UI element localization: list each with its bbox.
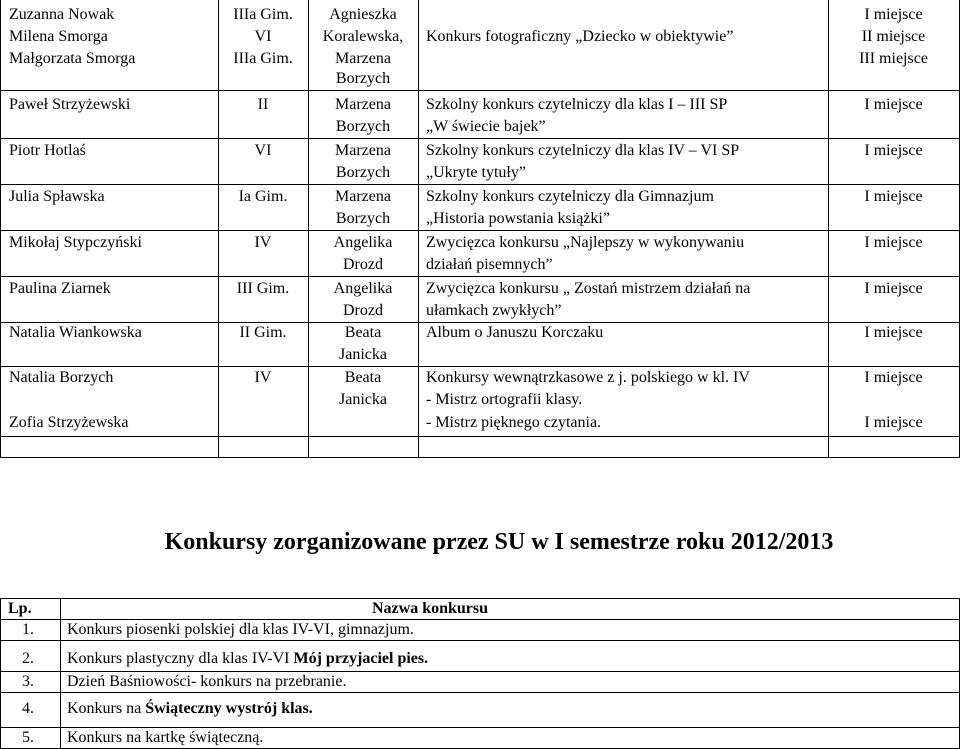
teacher-name: Angelika bbox=[333, 280, 393, 297]
student-name: Paweł Strzyżewski bbox=[9, 96, 131, 113]
teacher-name: Koralewska, bbox=[322, 28, 404, 45]
row-number: 5. bbox=[22, 729, 34, 746]
teacher-name: Marzena bbox=[335, 96, 391, 113]
contest-name: Zwycięzca konkursu „Najlepszy w wykonywaniu bbox=[426, 234, 745, 251]
class-label: VI bbox=[254, 142, 272, 159]
teacher-name: Borzych bbox=[335, 70, 391, 87]
contest-name: Szkolny konkurs czytelniczy dla klas IV – VI SP bbox=[426, 142, 740, 159]
place-label: I miejsce bbox=[864, 324, 923, 341]
place-label: II miejsce bbox=[861, 28, 926, 45]
place-label: I miejsce bbox=[864, 188, 923, 205]
column-header-lp: Lp. bbox=[8, 600, 32, 617]
place-label: I miejsce bbox=[864, 414, 923, 431]
contest-name: Szkolny konkurs czytelniczy dla Gimnazjum bbox=[426, 188, 714, 205]
teacher-name: Angelika bbox=[333, 234, 393, 251]
student-name: Paulina Ziarnek bbox=[9, 280, 111, 297]
contest-subtitle: ułamkach zwykłych” bbox=[426, 302, 562, 319]
student-name: Milena Smorga bbox=[9, 28, 108, 45]
place-label: I miejsce bbox=[864, 369, 923, 386]
place-label: III miejsce bbox=[859, 50, 928, 67]
contest-name: Konkursy wewnątrzkasowe z j. polskiego w kl. IV bbox=[426, 369, 750, 386]
contest-subtitle: „W świecie bajek” bbox=[426, 118, 546, 135]
class-label: IIIa Gim. bbox=[233, 50, 293, 67]
contest-name: Album o Januszu Korczaku bbox=[426, 324, 604, 341]
teacher-name: Janicka bbox=[339, 346, 387, 363]
contest-subtitle: - Mistrz ortografii klasy. bbox=[426, 391, 583, 408]
student-name: Julia Spławska bbox=[9, 188, 105, 205]
student-name: Natalia Borzych bbox=[9, 369, 114, 386]
teacher-name: Drozd bbox=[343, 302, 383, 319]
student-name: Małgorzata Smorga bbox=[9, 50, 136, 67]
place-label: I miejsce bbox=[864, 234, 923, 251]
teacher-name: Beata bbox=[344, 369, 382, 386]
teacher-name: Borzych bbox=[335, 164, 391, 181]
contest-name: Szkolny konkurs czytelniczy dla klas I – III SP bbox=[426, 96, 728, 113]
student-name: Zuzanna Nowak bbox=[9, 6, 115, 23]
teacher-name: Borzych bbox=[335, 118, 391, 135]
teacher-name: Agnieszka bbox=[329, 6, 397, 23]
teacher-name: Drozd bbox=[343, 256, 383, 273]
teacher-name: Beata bbox=[344, 324, 382, 341]
contest-item: Konkurs plastyczny dla klas IV-VI Mój przyjaciel pies. bbox=[67, 650, 429, 667]
student-name: Mikołaj Stypczyński bbox=[9, 234, 142, 251]
contest-item: Konkurs piosenki polskiej dla klas IV-VI, gimnazjum. bbox=[67, 621, 414, 638]
contest-item: Dzień Baśniowości- konkurs na przebranie. bbox=[67, 673, 347, 690]
row-number: 2. bbox=[22, 650, 34, 667]
contest-name: Zwycięzca konkursu „ Zostań mistrzem działań na bbox=[426, 280, 751, 297]
column-header-name: Nazwa konkursu bbox=[371, 600, 489, 617]
row-number: 3. bbox=[22, 673, 34, 690]
student-name: Zofia Strzyżewska bbox=[9, 414, 129, 431]
class-label: II bbox=[257, 96, 269, 113]
row-number: 4. bbox=[22, 700, 34, 717]
place-label: I miejsce bbox=[864, 96, 923, 113]
class-label: Ia Gim. bbox=[238, 188, 288, 205]
class-label: IV bbox=[254, 234, 272, 251]
place-label: I miejsce bbox=[864, 6, 923, 23]
contest-item: Konkurs na kartkę świąteczną. bbox=[67, 729, 264, 746]
class-label: III Gim. bbox=[236, 280, 290, 297]
teacher-name: Marzena bbox=[335, 50, 391, 67]
class-label: IV bbox=[254, 369, 272, 386]
teacher-name: Marzena bbox=[335, 188, 391, 205]
student-name: Natalia Wiankowska bbox=[9, 324, 142, 341]
class-label: IIIa Gim. bbox=[233, 6, 293, 23]
class-label: II Gim. bbox=[239, 324, 287, 341]
place-label: I miejsce bbox=[864, 280, 923, 297]
student-name: Piotr Hotlaś bbox=[9, 142, 86, 159]
teacher-name: Borzych bbox=[335, 210, 391, 227]
section-heading: Konkursy zorganizowane przez SU w I semestrze roku 2012/2013 bbox=[164, 529, 834, 555]
row-number: 1. bbox=[22, 621, 34, 638]
contest-subtitle: działań pisemnych” bbox=[426, 256, 553, 273]
contest-subtitle: „Historia powstania książki” bbox=[426, 210, 610, 227]
contests-table bbox=[0, 598, 960, 749]
teacher-name: Marzena bbox=[335, 142, 391, 159]
contest-subtitle: „Ukryte tytuły” bbox=[426, 164, 526, 181]
place-label: I miejsce bbox=[864, 142, 923, 159]
teacher-name: Janicka bbox=[339, 391, 387, 408]
class-label: VI bbox=[254, 28, 272, 45]
contest-name: Konkurs fotograficzny „Dziecko w obiektywie” bbox=[426, 28, 734, 45]
contest-item: Konkurs na Świąteczny wystrój klas. bbox=[67, 700, 313, 717]
contest-subtitle: - Mistrz pięknego czytania. bbox=[426, 414, 602, 431]
